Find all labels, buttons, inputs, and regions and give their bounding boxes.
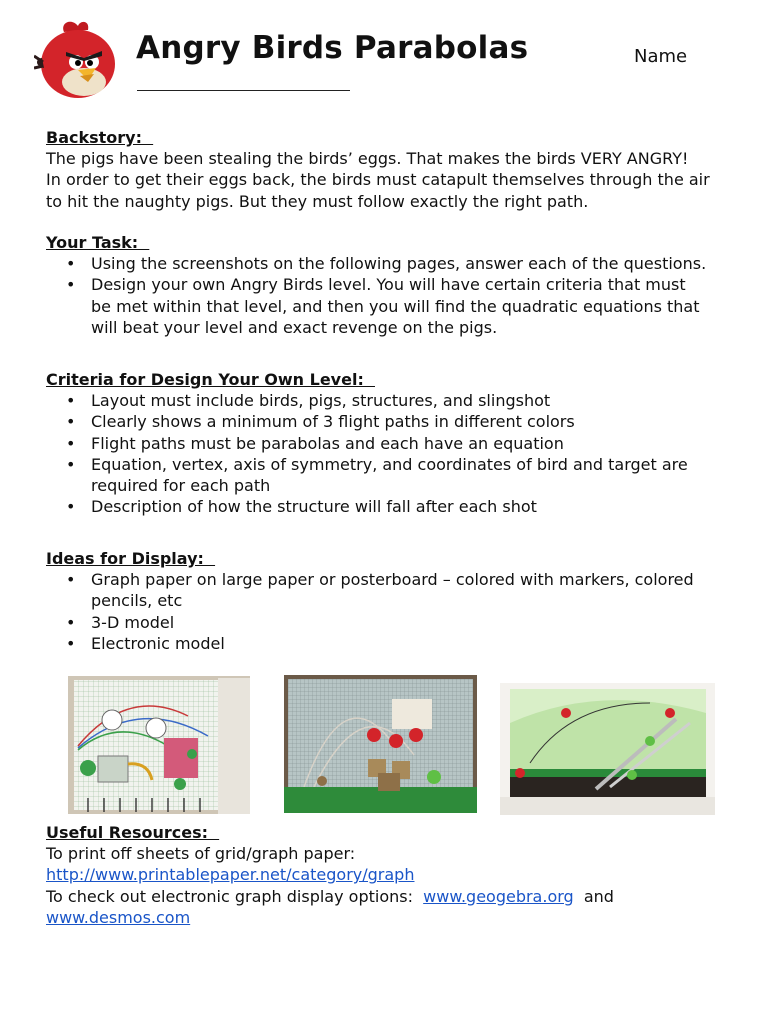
ideas-section: [46, 548, 694, 654]
list-item: • Flight paths must be parabolas and each have an equation: [46, 433, 688, 454]
backstory-line: The pigs have been stealing the birds’ eggs. That makes the birds VERY ANGRY!: [46, 149, 689, 169]
list-item: • Clearly shows a minimum of 3 flight paths in different colors: [46, 411, 688, 432]
backstory-line: In order to get their eggs back, the birds must catapult themselves through the air: [46, 170, 710, 190]
name-label: Name: [634, 46, 688, 67]
angry-bird-logo: [34, 18, 122, 100]
resources-heading: Useful Resources:: [46, 823, 220, 842]
task-heading: Your Task:: [46, 233, 150, 252]
backstory-section: [46, 127, 710, 212]
criteria-heading: Criteria for Design Your Own Level:: [46, 370, 375, 389]
ideas-list: [46, 569, 694, 654]
page-title: Angry Birds Parabolas: [136, 30, 529, 66]
list-item: • Using the screenshots on the following pages, answer each of the questions.: [46, 253, 706, 274]
criteria-section: [46, 369, 688, 517]
shoebox-model-photo: [500, 683, 715, 815]
list-item: • Graph paper on large paper or posterboard – colored with markers, colored pencils, etc: [46, 569, 694, 611]
list-item: • Design your own Angry Birds level. You will have certain criteria that must be met within that level, and then you will find the quadratic equations that will beat your level and exact revenge on the pigs.: [46, 274, 706, 338]
list-item: • Description of how the structure will fall after each shot: [46, 496, 688, 517]
3d-model-photo: [284, 675, 477, 813]
backstory-heading: Backstory:: [46, 128, 154, 147]
criteria-list: [46, 390, 688, 517]
name-blank-line: [137, 90, 350, 91]
graph-paper-text: To print off sheets of grid/graph paper:: [46, 844, 356, 864]
resources-section: [46, 822, 614, 928]
graph-paper-poster-photo: [68, 676, 250, 814]
list-item: • Equation, vertex, axis of symmetry, and coordinates of bird and target are required for each path: [46, 454, 688, 496]
printablepaper-link[interactable]: http://www.printablepaper.net/category/graph: [46, 865, 415, 885]
task-list: [46, 253, 706, 338]
ideas-heading: Ideas for Display:: [46, 549, 216, 568]
electronic-options-line: To check out electronic graph display options: www.geogebra.org and: [46, 886, 614, 906]
task-section: [46, 232, 706, 338]
desmos-link[interactable]: www.desmos.com: [46, 907, 191, 927]
list-item: • Electronic model: [46, 633, 694, 654]
backstory-line: to hit the naughty pigs. But they must follow exactly the right path.: [46, 191, 589, 211]
geogebra-link[interactable]: www.geogebra.org: [423, 886, 574, 906]
list-item: • 3-D model: [46, 612, 694, 633]
list-item: • Layout must include birds, pigs, structures, and slingshot: [46, 390, 688, 411]
